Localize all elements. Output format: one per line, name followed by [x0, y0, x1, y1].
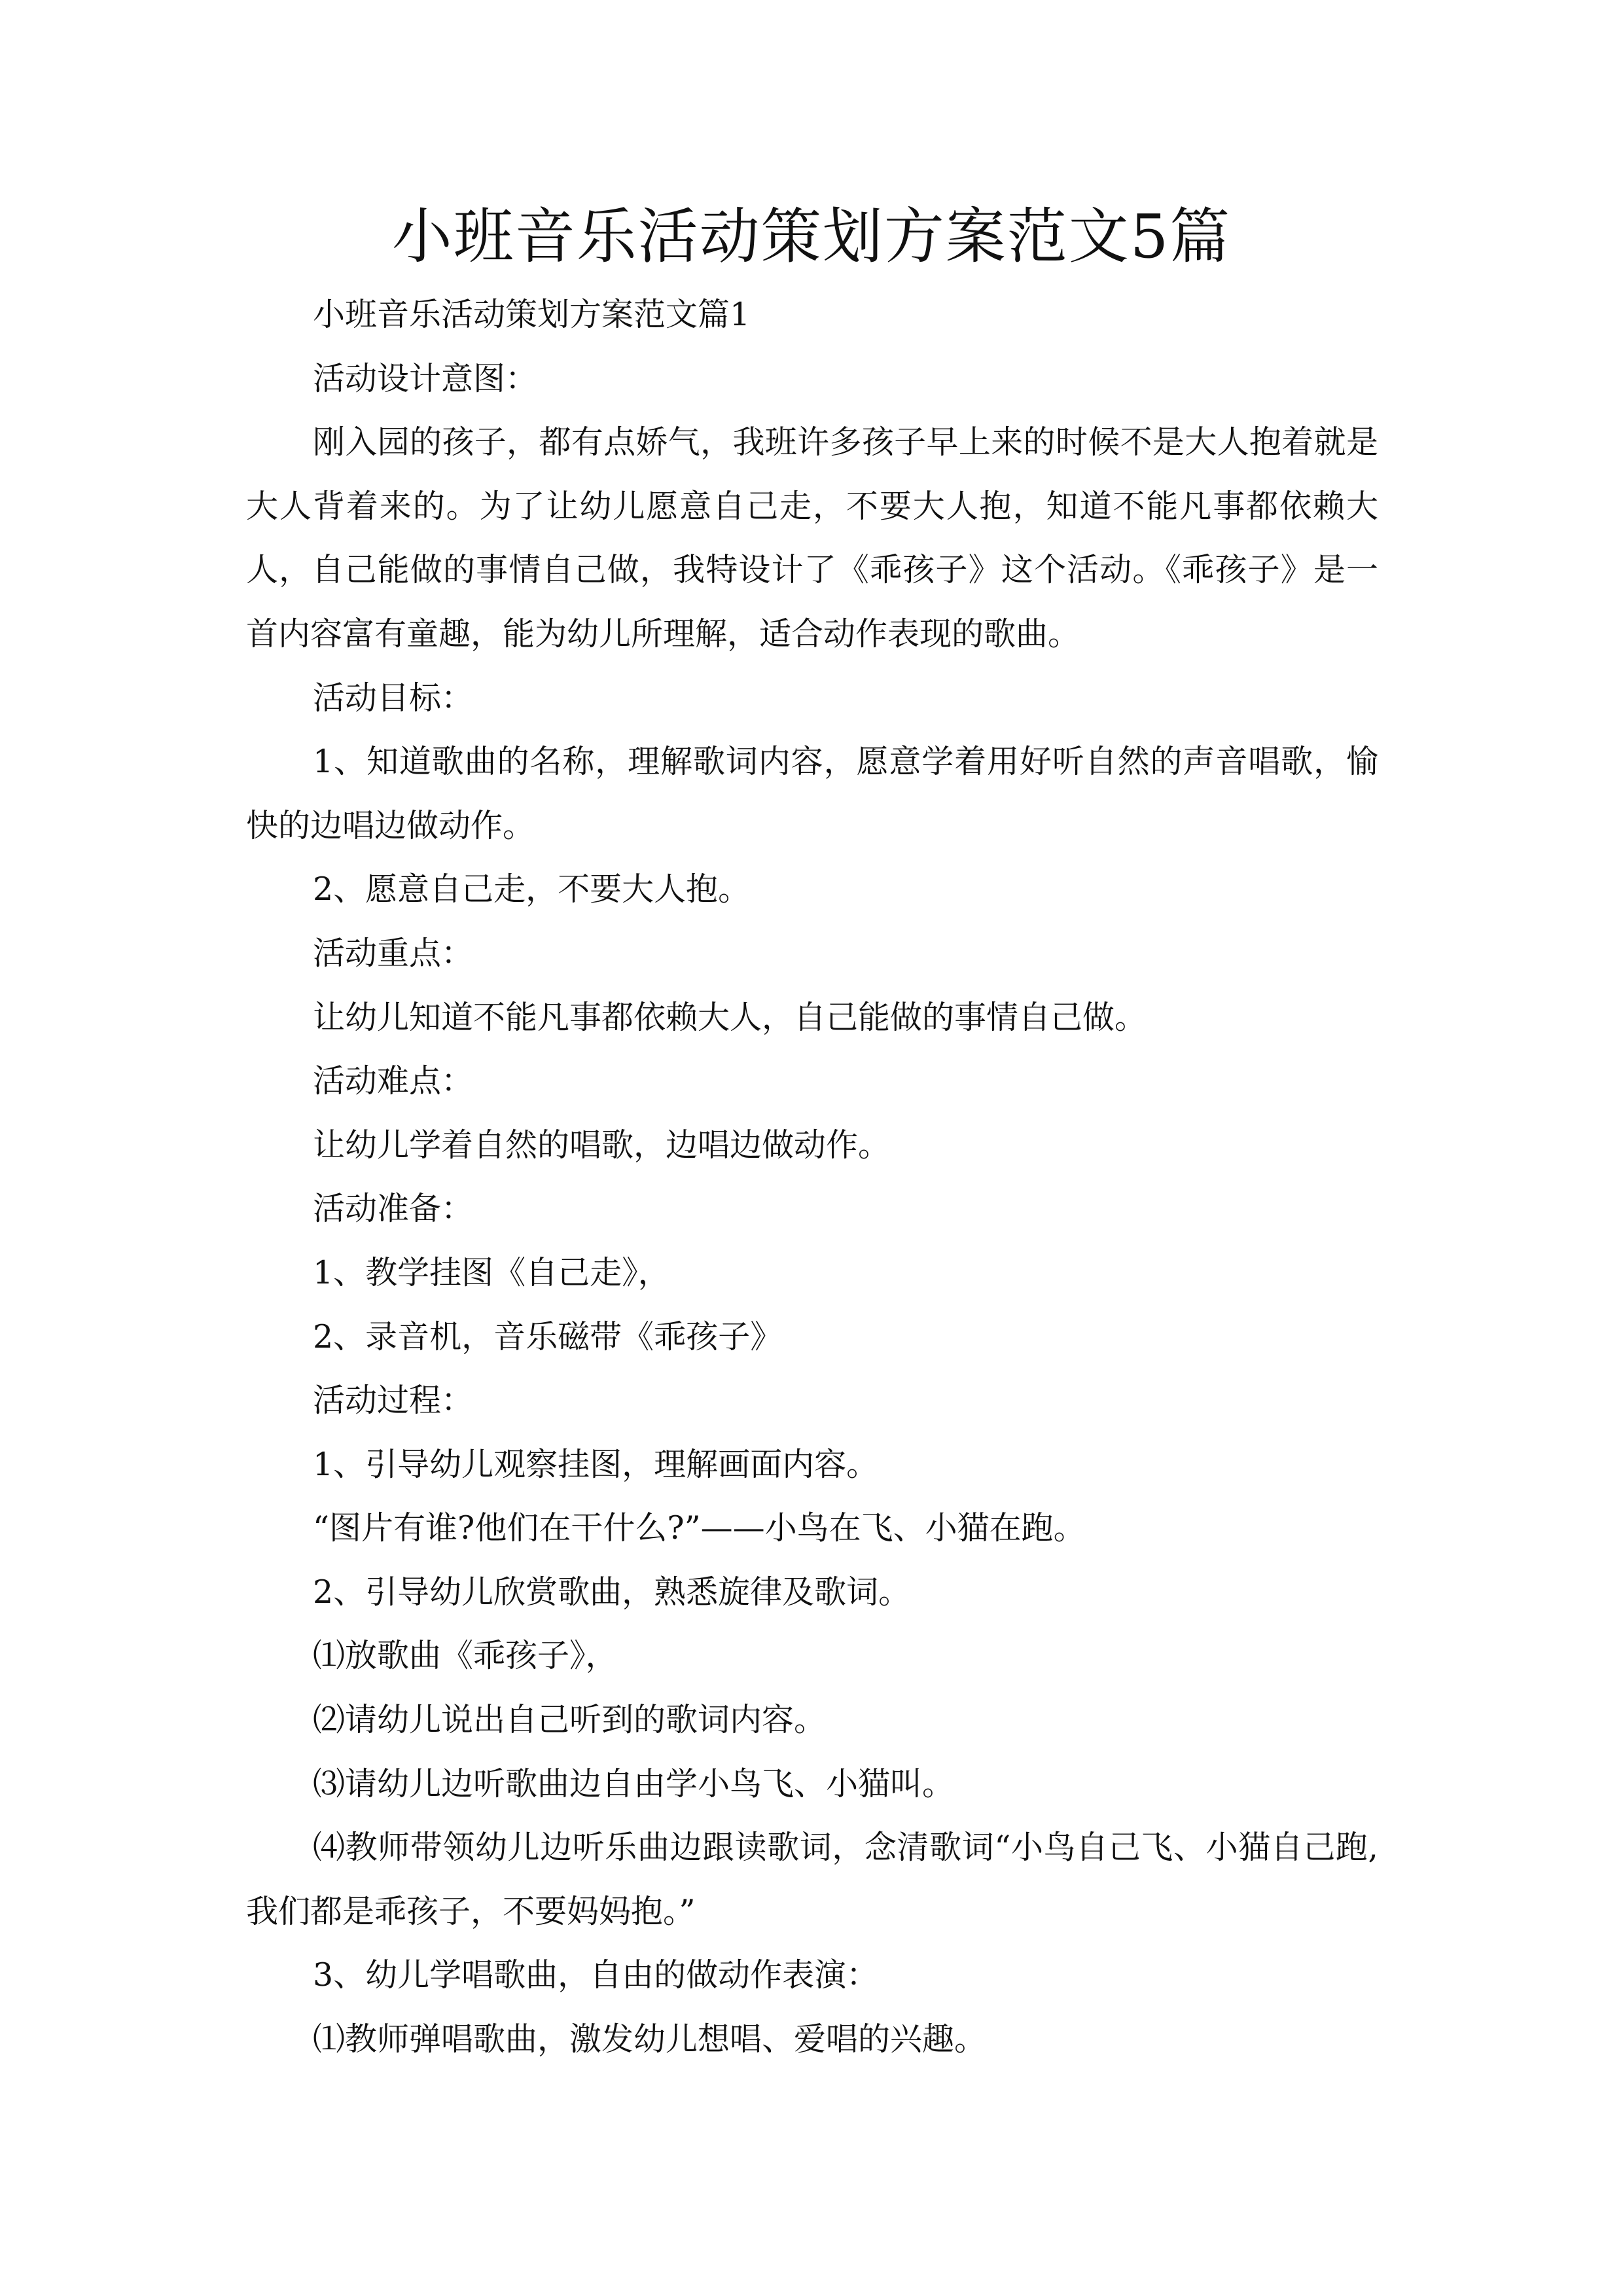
paragraph: 3、幼儿学唱歌曲，自由的做动作表演： — [313, 1956, 879, 1994]
paragraph: 1、知道歌曲的名称，理解歌词内容，愿意学着用好听自然的声音唱歌，愉快的边唱边做动作。 — [246, 743, 1378, 844]
document-body — [246, 283, 1378, 2072]
paragraph: 小班音乐活动策划方案范文篇1 — [313, 296, 751, 333]
paragraph: 活动过程： — [313, 1382, 474, 1420]
paragraph: 2、录音机，音乐磁带《乖孩子》 — [313, 1318, 783, 1355]
paragraph: 活动难点： — [313, 1062, 474, 1100]
document-title: 小班音乐活动策划方案范文5篇 — [391, 202, 1232, 272]
paragraph: ⑴放歌曲《乖孩子》， — [313, 1637, 618, 1675]
paragraph: 让幼儿学着自然的唱歌，边唱边做动作。 — [313, 1126, 891, 1164]
paragraph: 活动目标： — [313, 679, 474, 717]
paragraph: 2、引导幼儿欣赏歌曲，熟悉旋律及歌词。 — [313, 1573, 911, 1611]
paragraph: 1、教学挂图《自己走》， — [313, 1253, 670, 1291]
paragraph: 活动重点： — [313, 934, 474, 972]
paragraph: 1、引导幼儿观察挂图，理解画面内容。 — [313, 1445, 879, 1483]
paragraph: 活动设计意图： — [313, 359, 538, 397]
paragraph: ⑴教师弹唱歌曲，激发幼儿想唱、爱唱的兴趣。 — [313, 2020, 987, 2058]
paragraph: “图片有谁?他们在干什么?”——小鸟在飞、小猫在跑。 — [313, 1509, 1086, 1547]
paragraph: ⑷教师带领幼儿边听乐曲边跟读歌词，念清歌词“小鸟自己飞、小猫自己跑,我们都是乖孩子，不要妈妈抱。” — [246, 1829, 1378, 1930]
paragraph: 让幼儿知道不能凡事都依赖大人，自己能做的事情自己做。 — [313, 998, 1147, 1036]
paragraph: ⑶请幼儿边听歌曲边自由学小鸟飞、小猫叫。 — [313, 1765, 955, 1803]
paragraph: 刚入园的孩子，都有点娇气，我班许多孩子早上来的时候不是大人抱着就是大人背着来的。为了让幼儿愿意自己走，不要大人抱，知道不能凡事都依赖大人，自己能做的事情自己做，我特设计了《乖孩子》这个活动。《乖孩子》是一首内容富有童趣，能为幼儿所理解，适合动作表现的歌曲。 — [246, 423, 1378, 653]
paragraph: 活动准备： — [313, 1190, 474, 1228]
paragraph: ⑵请幼儿说出自己听到的歌词内容。 — [313, 1701, 827, 1739]
paragraph: 2、愿意自己走，不要大人抱。 — [313, 870, 751, 908]
